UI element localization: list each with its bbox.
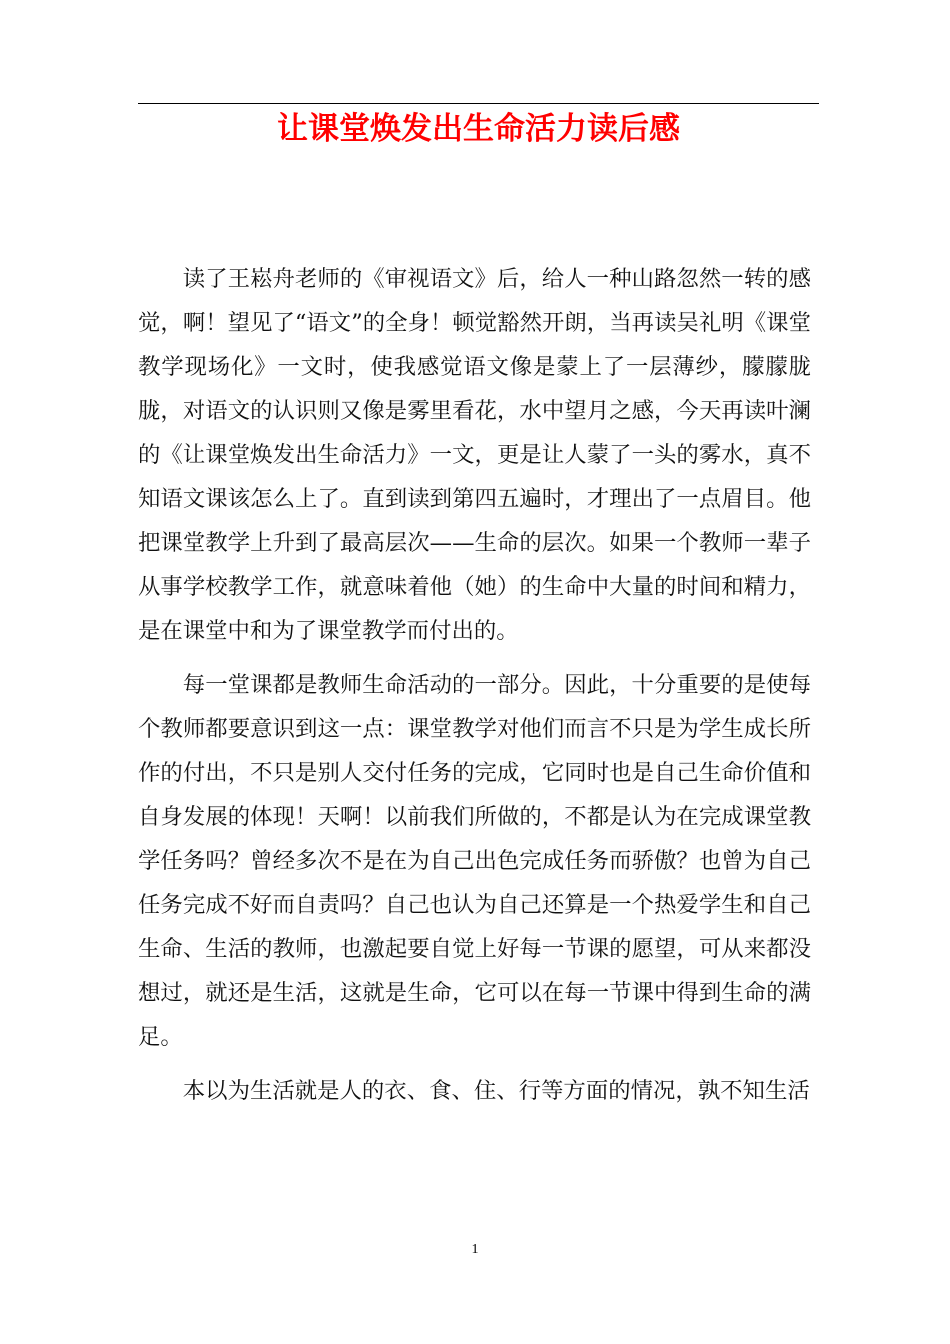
document-title: 让课堂焕发出生命活力读后感 (277, 111, 680, 147)
paragraph-3: 本以为生活就是人的衣、食、住、行等方面的情况，孰不知生活 (182, 1078, 810, 1104)
paragraph-1: 读了王崧舟老师的《审视语文》后，给人一种山路忽然一转的感觉，啊！望见了“语文”的全身！顿觉豁然开朗，当再读吴礼明《课堂教学现场化》一文时，使我感觉语文像是蒙上了一层薄纱，朦朦胧胧，对语文的认识则又像是雾里看花，水中望月之感，今天再读叶澜的《让课堂焕发出生命活力》一文，更是让人蒙了一头的雾水，真不知语文课该怎么上了。直到读到第四五遍时，才理出了一点眉目。他把课堂教学上升到了最高层次——生命的层次。如果一个教师一辈子从事学校教学工作，就意味着他（她）的生命中大量的时间和精力，是在课堂中和为了课堂教学而付出的。 (138, 266, 811, 644)
document-body (138, 257, 811, 1113)
paragraph-2: 每一堂课都是教师生命活动的一部分。因此，十分重要的是使每个教师都要意识到这一点：课堂教学对他们而言不只是为学生成长所作的付出，不只是别人交付任务的完成，它同时也是自己生命价值和自身发展的体现！天啊！以前我们所做的，不都是认为在完成课堂教学任务吗？曾经多次不是在为自己出色完成任务而骄傲？也曾为自己任务完成不好而自责吗？自己也认为自己还算是一个热爱学生和自己生命、生活的教师，也激起要自觉上好每一节课的愿望，可从来都没想过，就还是生活，这就是生命，它可以在每一节课中得到生命的满足。 (138, 672, 811, 1050)
page-number: 1 (471, 1242, 479, 1257)
header-rule (138, 103, 819, 104)
